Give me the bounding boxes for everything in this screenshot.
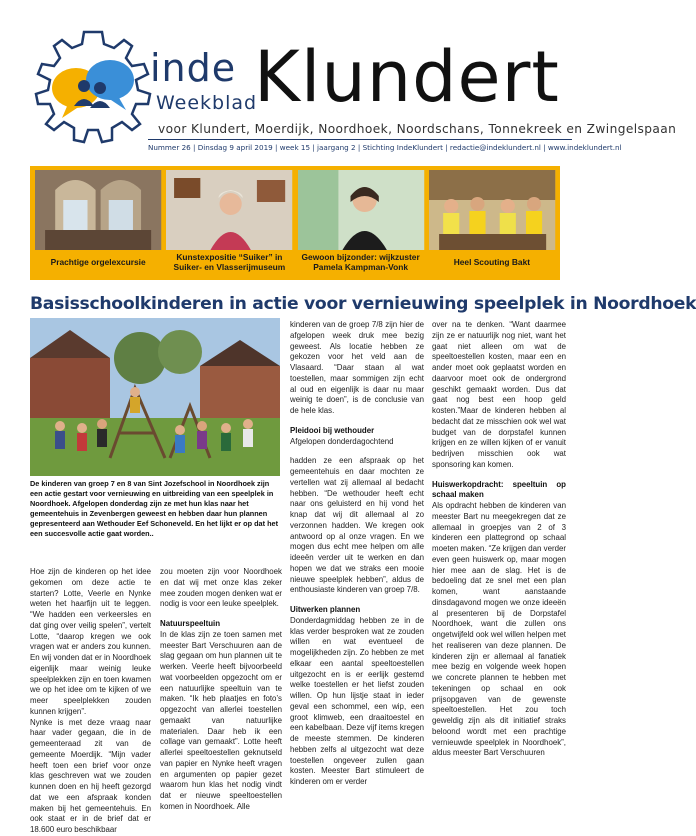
paragraph: Als opdracht hebben de kinderen van meester Bart nu meegekregen dat ze allemaal in groepjes van 2 of 3 kinderen een plattegrond op schaal moeten maken. “Ze krijgen dan verder even geen huiswerk op, maar mogen hier mee aan de slag. Het is de bedoeling dat ze snel met een plan komen, want aanstaande dinsdagavond mogen we onze ideeën al presenteren bij de Dorpstafel Noordhoek, want die zullen ons ongetwijfeld ook wel willen helpen met het realiseren van deze plannen. De kinderen zijn er allemaal al fanatiek mee bezig en volgende week hopen we concrete plannen te hebben met tekeningen op schaal en ook prijsopgaven van de gewenste speeltoestellen. Het zou toch geweldig zijn als dit initiatief straks beloond wordt met een prachtige vernieuwde speelplek in Noordhoek”, aldus meester Bart Verschuuren — [432, 501, 566, 758]
scouting-photo — [429, 170, 555, 250]
photo-teaser[interactable] — [166, 170, 292, 276]
article-column-4 — [432, 320, 566, 759]
logo-icon — [28, 22, 160, 154]
exhibition-photo — [166, 170, 292, 250]
church-interior-photo — [35, 170, 161, 250]
paragraph: Donderdagmiddag hebben ze in de klas verder besproken wat ze zouden willen en wat eventueel de mogelijkheden zijn. Zo hebben ze met elkaar een aantal speeltoestellen uitgezocht en is er eerlijk gestemd welke toestellen er het liefst zouden willen. Op hun lijstje staat in ieder geval een schommel, een wip, een groot klimweb, een draaitoestel en een kabelbaan. Deze vijf items kregen de meeste stemmen. De kinderen hebben zelfs al uitgezocht wat deze toestellen ongeveer zullen gaan kosten. Meester Bart stimuleert de kinderen om er verder — [290, 615, 424, 786]
subheading: Huiswerkopdracht: speeltuin op schaal maken — [432, 479, 566, 500]
photo-caption: Prachtige orgelexcursie — [50, 257, 146, 268]
photo-caption: Kunstexpositie “Suiker” in Suiker- en Vlasserijmuseum — [173, 252, 286, 272]
paragraph: kinderen van de groep 7/8 zijn hier de afgelopen week druk mee bezig geweest. Als locatie hebben ze gekozen voor het veld aan de Vlasaard. “Daar staan al wat toestellen, maar sommigen zijn echt al oud en eigenlijk is daar nu maar weinig te doen”, is de conclusie van de hele klas. — [290, 320, 424, 415]
article-column-1 — [30, 567, 151, 836]
intro-line: Afgelopen donderdagochtend — [290, 436, 394, 446]
subheading: Uitwerken plannen — [290, 605, 361, 614]
article-column-3 — [290, 320, 424, 788]
paragraph: Nynke is met deze vraag naar haar vader gegaan, die in de gemeenteraad zit van de gemeente Moerdijk. “Mijn vader heeft toen een brief voor onze klas geschreven wat we zouden kunnen doen en hij heeft gezorgd dat we een afspraak konden maken bij het gemeentehuis. En ook staat er in de brief dat er 18.600 euro beschikbaar — [30, 717, 151, 834]
portrait-photo — [298, 170, 424, 250]
tagline: voor Klundert, Moerdijk, Noordhoek, Noordschans, Tonnekreek en Zwingelspaan — [158, 122, 677, 136]
masthead — [0, 0, 677, 160]
article-column-2 — [160, 567, 282, 813]
title-main: Klundert — [254, 36, 560, 118]
photo-teaser[interactable] — [429, 170, 555, 276]
title-sub: Weekblad — [156, 92, 258, 114]
paragraph: zou moeten zijn voor Noordhoek en dat wij met onze klas zeker mee zouden mogen denken wat er nodig is voor een leuke speelplek. — [160, 567, 282, 609]
article-headline: Basisschoolkinderen in actie voor vernieuwing speelplek in Noordhoek — [30, 294, 696, 314]
photo-caption: Gewoon bijzonder: wijkzuster Pamela Kampman-Vonk — [301, 252, 420, 272]
paragraph: hadden ze een afspraak op het gemeentehuis en daar mochten ze vertellen wat zij allemaal al bedacht hebben. “De wethouder heeft echt naar ons geluisterd en hij vond het knap dat wij dit allemaal al zo verzonnen hadden. We kregen ook antwoord op al onze vragen. En we mogen dus echt mee helpen om alle ideeën verder uit te werken en dan hopen we dat we straks een mooie nieuwe speelplek hebben”, aldus de enthousiaste kinderen van groep 7/8. — [290, 456, 424, 595]
paragraph: Hoe zijn de kinderen op het idee gekomen om deze actie te starten? Lotte, Veerle en Nynke weten het haarfijn uit te leggen. “We hadden een verkeersles en dat ging over veilig spelen”, vertelt Lotte, “daarop kregen we ook vragen wat er anders zou kunnen. En wij vonden dat er in Noordhoek eigenlijk maar weinig leuke speelplekken zijn en toen kwamen we op het idee om te kijken of we meer speelplekken zouden kunnen krijgen”. — [30, 567, 151, 716]
paragraph: In de klas zijn ze toen samen met meester Bart Verschuuren aan de slag gegaan om hun plannen uit te werken. Veerle heeft bijvoorbeeld wat voorbeelden opgezocht om er een natuurlijke speeltuin van te maken. “Ik heb plaatjes en foto’s opgezocht van allerlei toestellen gemaakt van natuurlijke materialen. Daar heb ik een collage van gemaakt”. Lotte heeft allerlei speeltoestellen geknutseld van papier en Nynke heeft vragen en argumenten op papier gezet waarom hun klas het nodig vindt dat er nieuwe speeltoestellen komen in Noordhoek. Alle — [160, 629, 282, 811]
subheading: Natuurspeeltuin — [160, 619, 221, 628]
playground-photo — [30, 318, 280, 476]
title-prefix: inde — [150, 46, 237, 90]
photo-caption: Heel Scouting Bakt — [453, 257, 531, 268]
photo-teaser[interactable] — [35, 170, 161, 276]
photo-strip — [30, 166, 560, 280]
photo-caption-text: De kinderen van groep 7 en 8 van Sint Jozefschool in Noordhoek zijn een actie gestart voor vernieuwing en uitbreiding van een speelplek in Noordhoek. Afgelopen donderdag zijn ze met hun klas naar het gemeentehuis in Zevenbergen geweest en hebben daar hun plannen gepresenteerd aan Wethouder Eef Schoneveld. En het lijkt er op dat het een succesvolle actie gaat worden.. — [30, 479, 279, 538]
photo-teaser[interactable] — [298, 170, 424, 276]
issue-info-bar: Nummer 26 | Dinsdag 9 april 2019 | week 15 | jaargang 2 | Stichting IndeKlundert | redactie@indeklundert.nl | www.indeklundert.nl — [148, 139, 572, 153]
paragraph: over na te denken. “Want daarmee zijn ze er natuurlijk nog niet, want het gaat niet alleen om wat de speeltoestellen kosten, maar een en ander moet ook geplaatst worden en daarvoor moet ook de ondergrond geschikt gemaakt worden. Dus dat gaat nog best een hoop geld kosten.”Maar de kinderen hebben al bedacht dat ze misschien ook wel wat budget van de dorpstafel kunnen krijgen en ze willen kijken of er vanuit bedrijven misschien ook wat sponsoring kan komen. — [432, 320, 566, 469]
subheading: Pleidooi bij wethouder — [290, 425, 375, 435]
